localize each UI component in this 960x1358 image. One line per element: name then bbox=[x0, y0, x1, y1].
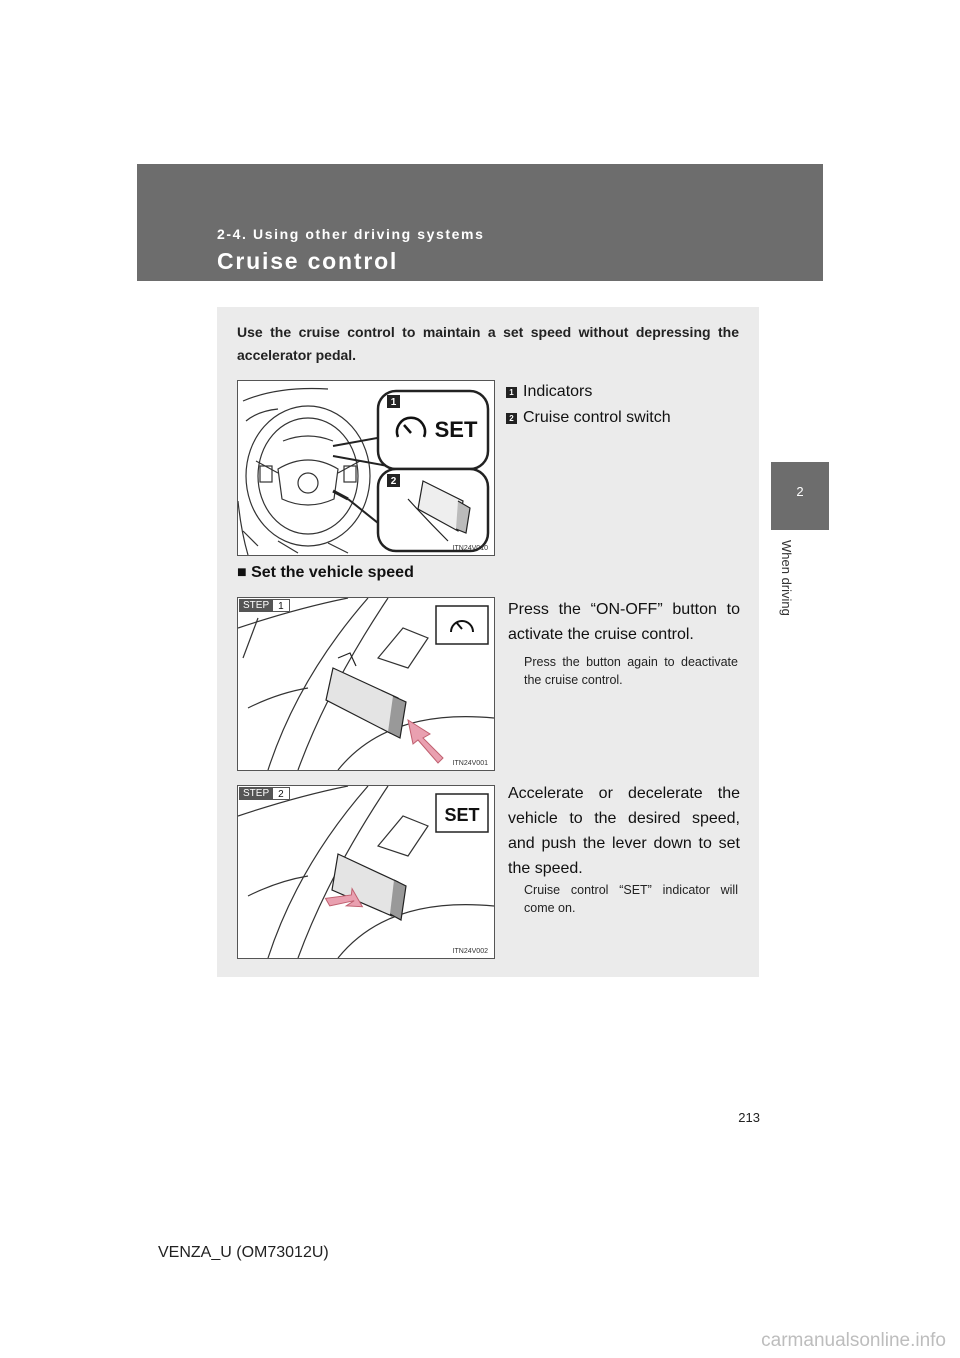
step-number: 1 bbox=[273, 599, 290, 612]
intro-text: Use the cruise control to maintain a set speed without depressing the accelerator pedal. bbox=[237, 324, 739, 363]
step-number: 2 bbox=[273, 787, 290, 800]
page-title: Cruise control bbox=[217, 248, 399, 274]
legend-label: Indicators bbox=[523, 383, 593, 400]
legend-item-switch bbox=[506, 409, 671, 427]
legend-number: 2 bbox=[506, 413, 517, 424]
chapter-tab[interactable] bbox=[771, 462, 829, 530]
chapter-label: When driving bbox=[779, 540, 794, 616]
section-label: 2-4. Using other driving systems bbox=[217, 226, 485, 242]
steering-illustration bbox=[238, 381, 494, 555]
section-header bbox=[137, 164, 823, 281]
lever-press-illustration bbox=[238, 598, 494, 770]
lever-down-illustration bbox=[238, 786, 494, 958]
watermark: carmanualsonline.info bbox=[761, 1330, 946, 1351]
step-badge bbox=[239, 787, 290, 800]
step2-note: Cruise control “SET” indicator will come on. bbox=[524, 883, 738, 915]
figure-code: ITN24V010 bbox=[452, 545, 488, 552]
figure-code: ITN24V002 bbox=[452, 948, 488, 955]
subheading: ■ Set the vehicle speed bbox=[237, 564, 414, 581]
overview-figure bbox=[237, 380, 495, 556]
set-indicator: SET bbox=[444, 805, 480, 825]
step-label: STEP bbox=[239, 599, 273, 612]
set-indicator: SET bbox=[434, 417, 478, 442]
callout-2-number: 2 bbox=[390, 476, 397, 487]
callout-1-number: 1 bbox=[390, 397, 397, 408]
legend-number: 1 bbox=[506, 387, 517, 398]
legend-label: Cruise control switch bbox=[523, 409, 671, 426]
content-panel bbox=[217, 307, 759, 977]
step2-text: Accelerate or decelerate the vehicle to the desired speed, and push the lever down to set the speed. bbox=[508, 785, 740, 877]
step-badge bbox=[239, 599, 290, 612]
footer-model: VENZA_U (OM73012U) bbox=[158, 1244, 329, 1261]
step2-figure bbox=[237, 785, 495, 959]
cruise-lever-icon bbox=[332, 854, 406, 920]
cruise-lever-icon bbox=[326, 653, 406, 738]
step1-figure bbox=[237, 597, 495, 771]
step1-note: Press the button again to deactivate the cruise control. bbox=[524, 655, 738, 687]
step-label: STEP bbox=[239, 787, 273, 800]
chapter-number: 2 bbox=[796, 484, 804, 499]
step1-text: Press the “ON-OFF” button to activate the cruise control. bbox=[508, 601, 740, 643]
figure-code: ITN24V001 bbox=[452, 760, 488, 767]
press-arrow-icon bbox=[408, 720, 443, 763]
legend-item-indicators bbox=[506, 383, 592, 401]
page-number: 213 bbox=[738, 1110, 760, 1125]
